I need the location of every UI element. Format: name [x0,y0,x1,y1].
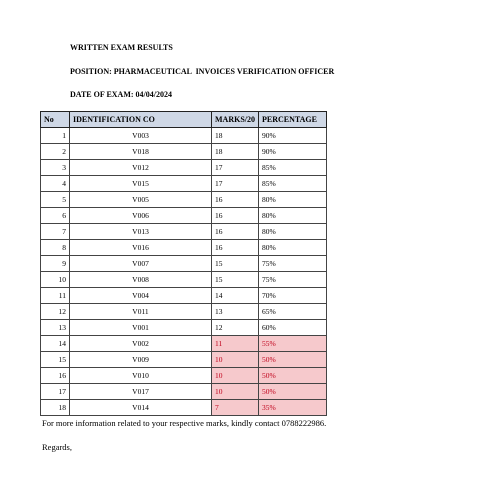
identification-code-cell: V009 [70,352,212,368]
table-row [41,192,327,208]
identification-code-cell: V004 [70,288,212,304]
position-heading: POSITION: PHARMACEUTICAL INVOICES VERIFICATION OFFICER [70,67,335,76]
marks-cell: 16 [212,224,259,240]
row-number-cell: 8 [41,240,70,256]
percentage-cell: 80% [259,240,327,256]
identification-code-cell: V002 [70,336,212,352]
row-number-cell: 11 [41,288,70,304]
row-number-cell: 17 [41,384,70,400]
table-row [41,320,327,336]
marks-cell: 10 [212,384,259,400]
percentage-cell: 80% [259,208,327,224]
percentage-cell: 60% [259,320,327,336]
percentage-cell: 65% [259,304,327,320]
percentage-cell: 90% [259,144,327,160]
identification-code-cell: V013 [70,224,212,240]
percentage-cell: 80% [259,224,327,240]
row-number-cell: 6 [41,208,70,224]
identification-code-cell: V017 [70,384,212,400]
marks-cell: 12 [212,320,259,336]
identification-code-cell: V001 [70,320,212,336]
regards-text: Regards, [42,442,72,452]
percentage-cell: 50% [259,352,327,368]
marks-cell: 11 [212,336,259,352]
table-row [41,288,327,304]
identification-code-cell: V010 [70,368,212,384]
marks-cell: 16 [212,240,259,256]
table-row [41,128,327,144]
marks-cell: 15 [212,272,259,288]
results-title: WRITTEN EXAM RESULTS [70,43,173,52]
row-number-cell: 1 [41,128,70,144]
marks-cell: 18 [212,128,259,144]
marks-cell: 10 [212,352,259,368]
marks-cell: 17 [212,176,259,192]
marks-cell: 7 [212,400,259,416]
identification-code-cell: V012 [70,160,212,176]
identification-code-cell: V014 [70,400,212,416]
identification-code-cell: V006 [70,208,212,224]
column-header-marks: MARKS/20 [212,112,259,128]
identification-code-cell: V015 [70,176,212,192]
table-row [41,144,327,160]
identification-code-cell: V008 [70,272,212,288]
row-number-cell: 9 [41,256,70,272]
row-number-cell: 13 [41,320,70,336]
percentage-cell: 80% [259,192,327,208]
identification-code-cell: V003 [70,128,212,144]
row-number-cell: 4 [41,176,70,192]
row-number-cell: 2 [41,144,70,160]
exam-date-heading: DATE OF EXAM: 04/04/2024 [70,90,172,99]
percentage-cell: 75% [259,272,327,288]
row-number-cell: 3 [41,160,70,176]
results-table-body [41,128,327,416]
percentage-cell: 90% [259,128,327,144]
results-table [40,111,327,416]
table-row [41,160,327,176]
marks-cell: 14 [212,288,259,304]
marks-cell: 18 [212,144,259,160]
percentage-cell: 70% [259,288,327,304]
table-row [41,368,327,384]
row-number-cell: 10 [41,272,70,288]
marks-cell: 16 [212,208,259,224]
percentage-cell: 50% [259,384,327,400]
row-number-cell: 16 [41,368,70,384]
percentage-cell: 85% [259,176,327,192]
table-row [41,240,327,256]
table-row [41,272,327,288]
marks-cell: 15 [212,256,259,272]
marks-cell: 16 [212,192,259,208]
percentage-cell: 35% [259,400,327,416]
column-header-no: No [41,112,70,128]
table-row [41,336,327,352]
identification-code-cell: V005 [70,192,212,208]
row-number-cell: 5 [41,192,70,208]
row-number-cell: 15 [41,352,70,368]
percentage-cell: 50% [259,368,327,384]
percentage-cell: 55% [259,336,327,352]
identification-code-cell: V011 [70,304,212,320]
marks-cell: 13 [212,304,259,320]
row-number-cell: 7 [41,224,70,240]
identification-code-cell: V018 [70,144,212,160]
table-row [41,352,327,368]
marks-cell: 17 [212,160,259,176]
column-header-percentage: PERCENTAGE [259,112,327,128]
identification-code-cell: V016 [70,240,212,256]
table-row [41,208,327,224]
column-header-identification-code: IDENTIFICATION CO [70,112,212,128]
identification-code-cell: V007 [70,256,212,272]
row-number-cell: 18 [41,400,70,416]
table-row [41,384,327,400]
table-row [41,176,327,192]
table-row [41,224,327,240]
table-header-row [41,112,327,128]
marks-cell: 10 [212,368,259,384]
percentage-cell: 75% [259,256,327,272]
table-row [41,256,327,272]
table-row [41,304,327,320]
table-row [41,400,327,416]
row-number-cell: 14 [41,336,70,352]
row-number-cell: 12 [41,304,70,320]
contact-note: For more information related to your respective marks, kindly contact 0788222986. [42,418,327,428]
percentage-cell: 85% [259,160,327,176]
